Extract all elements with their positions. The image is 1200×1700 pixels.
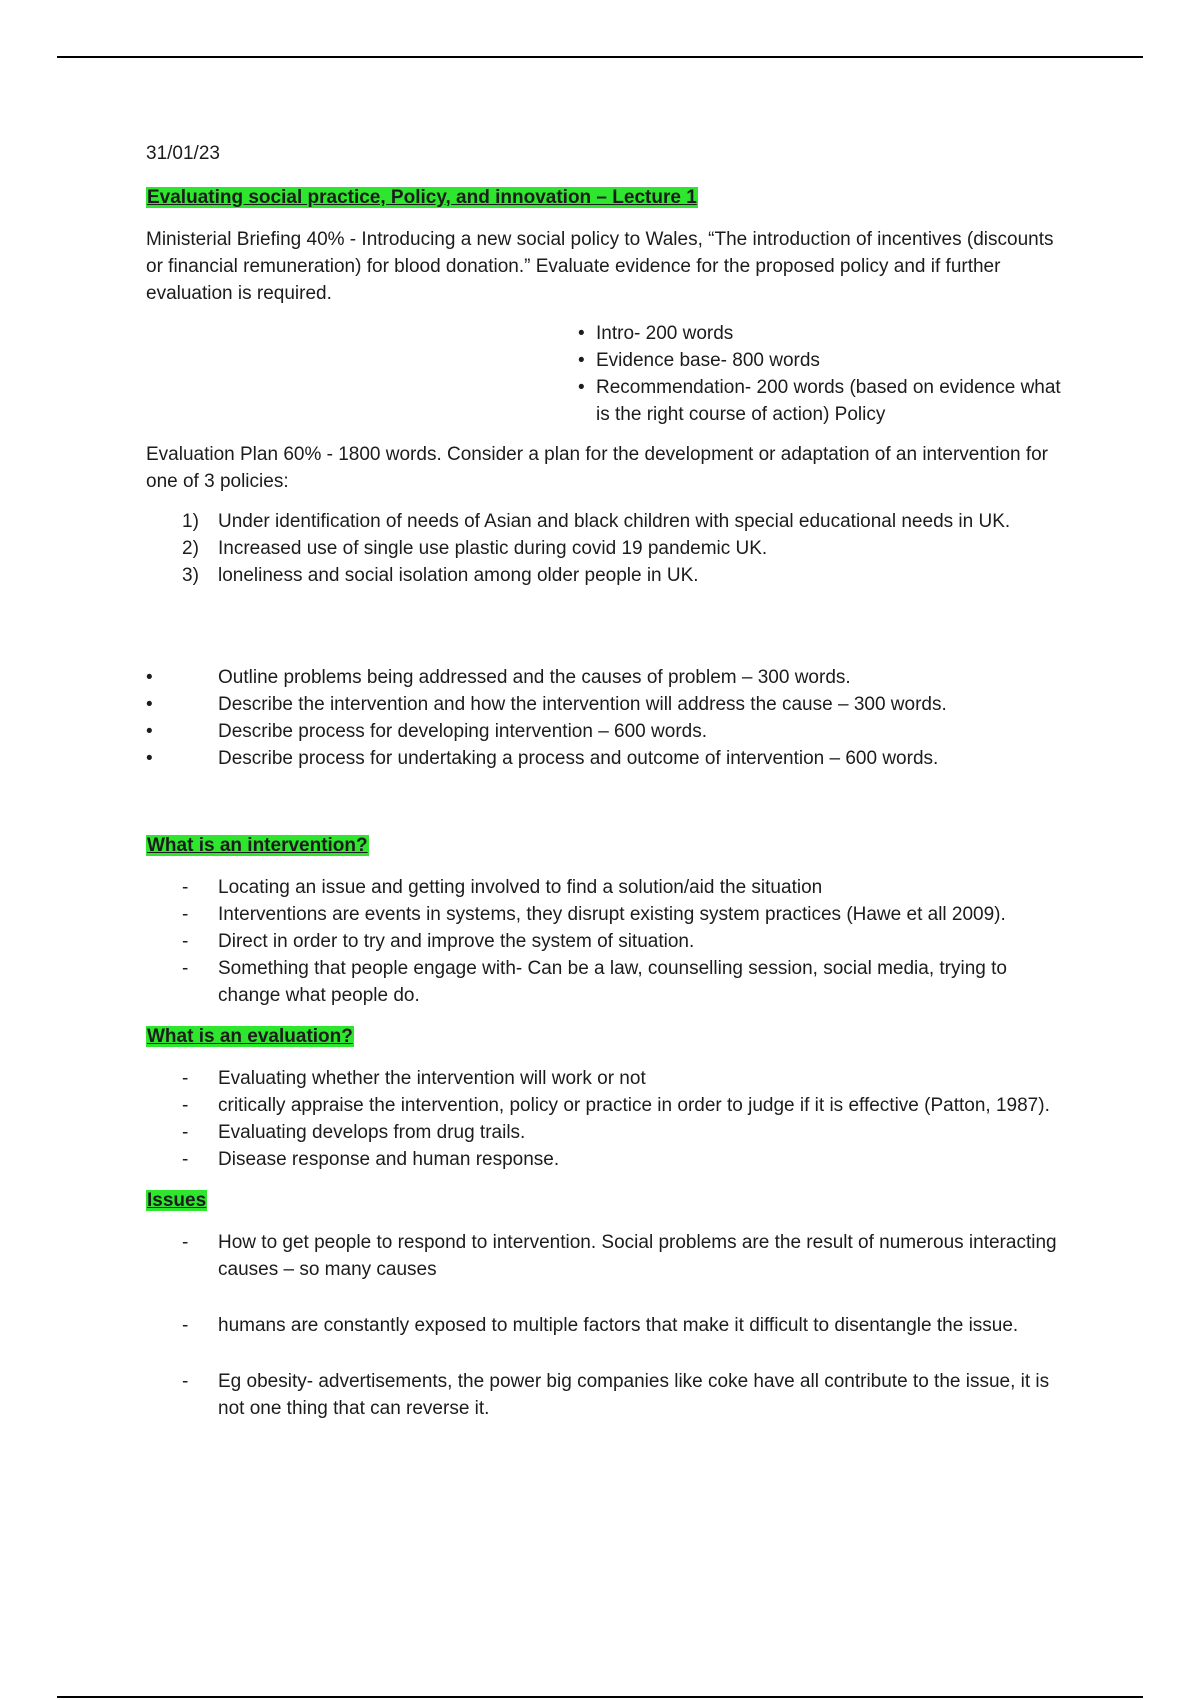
lecture-title: Evaluating social practice, Policy, and innovation – Lecture 1 [147, 187, 697, 208]
evaluation-heading: What is an evaluation? [147, 1026, 353, 1047]
list-item: • Outline problems being addressed and the causes of problem – 300 words. [146, 664, 1066, 691]
bullet-icon: • [578, 350, 585, 371]
dash-icon: - [182, 1095, 189, 1116]
dash-icon: - [182, 931, 189, 952]
dash-icon: - [182, 1315, 189, 1336]
list-item: 2) Increased use of single use plastic during covid 19 pandemic UK. [182, 538, 768, 559]
briefing-list [146, 320, 1066, 428]
evaluation-list [146, 1065, 1066, 1173]
footer-rule [57, 1696, 1143, 1698]
list-item: • Describe the intervention and how the intervention will address the cause – 300 words. [146, 691, 1066, 718]
dash-icon: - [182, 1371, 189, 1392]
issues-heading-line [146, 1187, 1066, 1214]
list-item: 3) loneliness and social isolation among older people in UK. [182, 565, 699, 586]
lecture-title-line [146, 184, 1066, 211]
intervention-list [146, 874, 1066, 1009]
list-item: - Locating an issue and getting involved to find a solution/aid the situation [146, 874, 1066, 901]
bullet-icon: • [578, 377, 585, 398]
bullet-icon: • [146, 721, 153, 742]
dash-icon: - [182, 1232, 189, 1253]
bullet-icon: • [146, 748, 153, 769]
issues-list [146, 1229, 1066, 1422]
dash-icon: - [182, 1122, 189, 1143]
dash-icon: - [182, 1149, 189, 1170]
policy-list [146, 508, 1066, 589]
document-date: 31/01/23 [146, 143, 220, 164]
intervention-heading: What is an intervention? [147, 835, 368, 856]
plan-requirements-list [146, 664, 1066, 772]
briefing-paragraph: Ministerial Briefing 40% - Introducing a new social policy to Wales, “The introduction of incentives (discounts or financial remuneration) for blood donation.” Evaluate evidence for the proposed policy and if further evaluation is required. [146, 229, 1054, 304]
evaluation-heading-line [146, 1023, 1066, 1050]
list-item: - Disease response and human response. [146, 1146, 1066, 1173]
intervention-heading-line [146, 832, 1066, 859]
issues-heading: Issues [147, 1190, 207, 1211]
list-item: - Direct in order to try and improve the system of situation. [146, 928, 1066, 955]
document-body [146, 140, 1066, 1436]
list-item: - Eg obesity- advertisements, the power big companies like coke have all contribute to the issue, it is not one thing that can reverse it. [146, 1368, 1066, 1422]
list-item: • Describe process for undertaking a process and outcome of intervention – 600 words. [146, 745, 1066, 772]
list-item: - Evaluating whether the intervention will work or not [146, 1065, 1066, 1092]
dash-icon: - [182, 1068, 189, 1089]
list-item: - Interventions are events in systems, they disrupt existing system practices (Hawe et all 2009). [146, 901, 1066, 928]
evaluation-plan-paragraph: Evaluation Plan 60% - 1800 words. Consider a plan for the development or adaptation of an intervention for one of 3 policies: [146, 444, 1049, 492]
list-item: - critically appraise the intervention, policy or practice in order to judge if it is effective (Patton, 1987). [146, 1092, 1066, 1119]
dash-icon: - [182, 958, 189, 979]
header-rule [57, 56, 1143, 58]
bullet-icon: • [146, 667, 153, 688]
list-item: • Describe process for developing intervention – 600 words. [146, 718, 1066, 745]
dash-icon: - [182, 877, 189, 898]
list-item: 1) Under identification of needs of Asian and black children with special educational needs in UK. [182, 511, 1011, 532]
bullet-icon: • [146, 694, 153, 715]
list-item: - How to get people to respond to intervention. Social problems are the result of numerous interacting causes – so many causes [146, 1229, 1066, 1283]
list-item: • Intro- 200 words [578, 320, 1066, 347]
list-item: • Evidence base- 800 words [578, 347, 1066, 374]
list-item: - Evaluating develops from drug trails. [146, 1119, 1066, 1146]
list-item: • Recommendation- 200 words (based on evidence what is the right course of action) Policy [578, 374, 1066, 428]
list-item: - Something that people engage with- Can be a law, counselling session, social media, trying to change what people do. [146, 955, 1066, 1009]
dash-icon: - [182, 904, 189, 925]
bullet-icon: • [578, 323, 585, 344]
list-item: - humans are constantly exposed to multiple factors that make it difficult to disentangle the issue. [146, 1312, 1066, 1339]
